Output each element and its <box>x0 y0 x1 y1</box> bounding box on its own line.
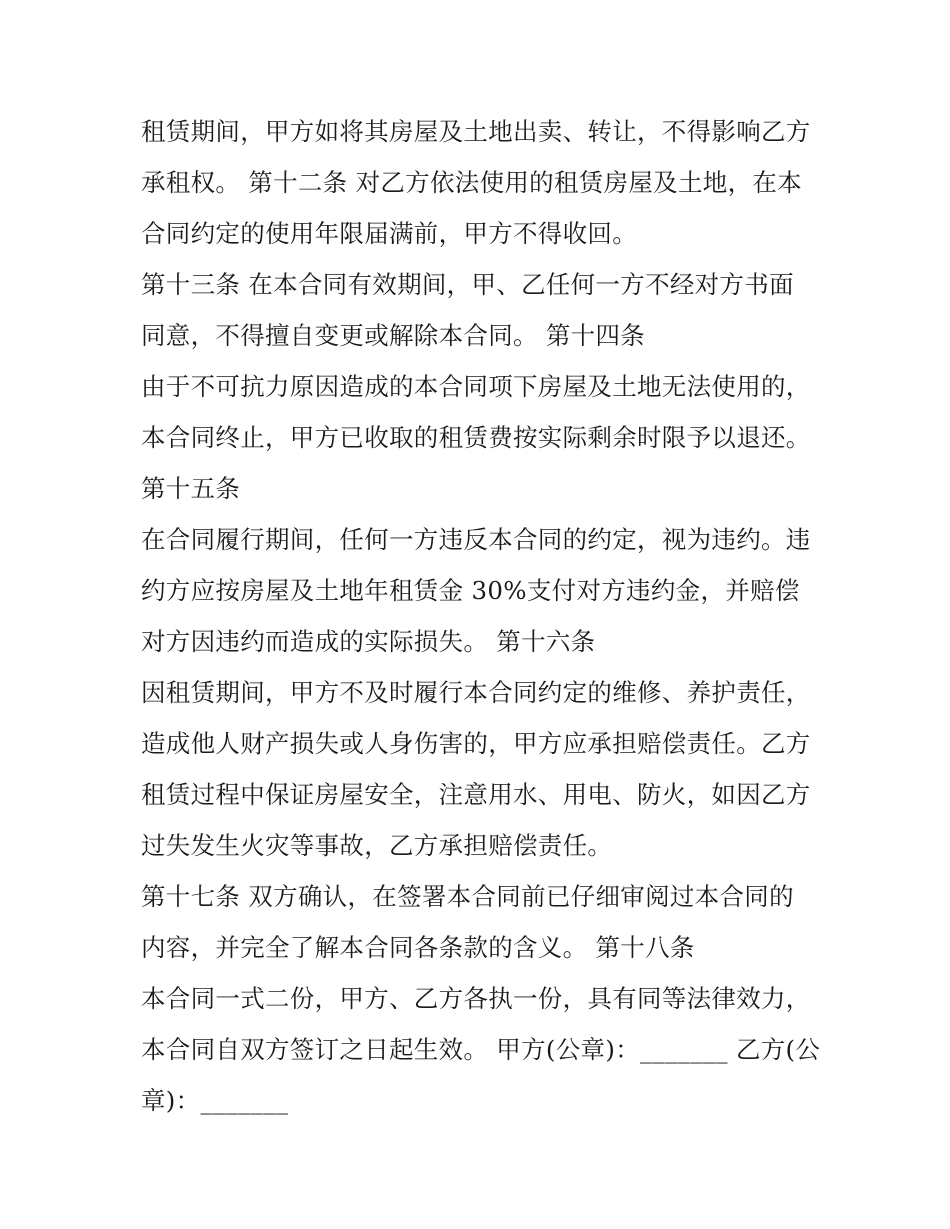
text-line: 本合同终止，甲方已收取的租赁费按实际剩余时限予以退还。 <box>141 423 811 452</box>
text-line: 合同约定的使用年限届满前，甲方不得收回。 <box>141 219 637 248</box>
text-line: 第十五条 <box>141 474 241 503</box>
text-line: 承租权。 第十二条 对乙方依法使用的租赁房屋及土地，在本 <box>141 168 802 197</box>
text-line: 造成他人财产损失或人身伤害的，甲方应承担赔偿责任。乙方 <box>141 729 811 758</box>
text-line: 过失发生火灾等事故，乙方承担赔偿责任。 <box>141 831 613 860</box>
text-line: 对方因违约而造成的实际损失。 第十六条 <box>141 627 596 656</box>
text-line: 约方应按房屋及土地年租赁金 30%支付对方违约金，并赔偿 <box>141 576 800 605</box>
text-line: 在合同履行期间，任何一方违反本合同的约定，视为违约。违 <box>141 525 811 554</box>
text-line: 租赁期间，甲方如将其房屋及土地出卖、转让，不得影响乙方 <box>141 117 811 146</box>
text-line: 租赁过程中保证房屋安全，注意用水、用电、防火，如因乙方 <box>141 780 811 809</box>
text-line: 由于不可抗力原因造成的本合同项下房屋及土地无法使用的， <box>141 372 811 401</box>
text-line: 本合同自双方签订之日起生效。 甲方(公章)：_______ 乙方(公 <box>141 1035 821 1064</box>
text-line: 同意，不得擅自变更或解除本合同。 第十四条 <box>141 321 646 350</box>
text-line: 内容，并完全了解本合同各条款的含义。 第十八条 <box>141 933 695 962</box>
text-line: 第十七条 双方确认，在签署本合同前已仔细审阅过本合同的 <box>141 882 794 911</box>
text-line: 本合同一式二份，甲方、乙方各执一份，具有同等法律效力， <box>141 984 811 1013</box>
contract-text-block <box>141 106 821 1126</box>
text-line: 章)：_______ <box>141 1086 289 1115</box>
text-line: 第十三条 在本合同有效期间，甲、乙任何一方不经对方书面 <box>141 270 794 299</box>
text-line: 因租赁期间，甲方不及时履行本合同约定的维修、养护责任， <box>141 678 811 707</box>
